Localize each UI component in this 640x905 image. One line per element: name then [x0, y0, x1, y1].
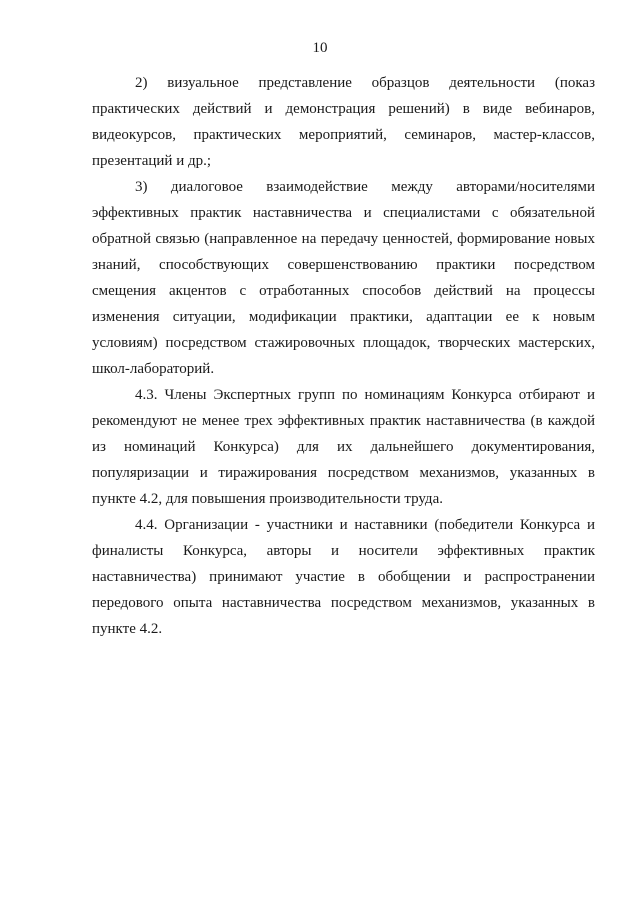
page-number: 10 [312, 40, 328, 56]
clause-4-4: 4.4. Организации - участники и наставники (победители Конкурса и финалисты Конкурса, авторы и носители эффективных практик наставничества) принимают участие в обобщении и распространении передового опыта наставничества посредством механизмов, указанных в пункте 4.2. [92, 517, 595, 637]
list-item-2: 2) визуальное представление образцов деятельности (показ практических действий и демонстрация решений) в виде вебинаров, видеокурсов, практических мероприятий, семинаров, мастер-классов, презентаций и др.; [92, 75, 595, 169]
list-item-3: 3) диалоговое взаимодействие между авторами/носителями эффективных практик наставничества и специалистами с обязательной обратной связью (направленное на передачу ценностей, формирование новых знаний, способствующих совершенствованию практики посредством смещения акцентов с отработанных способов действий на процессы изменения ситуации, модификации практики, адаптации ее к новым условиям) посредством стажировочных площадок, творческих мастерских, школ-лабораторий. [92, 179, 595, 377]
clause-4-3: 4.3. Члены Экспертных групп по номинациям Конкурса отбирают и рекомендуют не менее трех эффективных практик наставничества (в каждой из номинаций Конкурса) для их дальнейшего документирования, популяризации и тиражирования посредством механизмов, указанных в пункте 4.2, для повышения производительности труда. [92, 387, 595, 507]
document-body [92, 70, 595, 642]
